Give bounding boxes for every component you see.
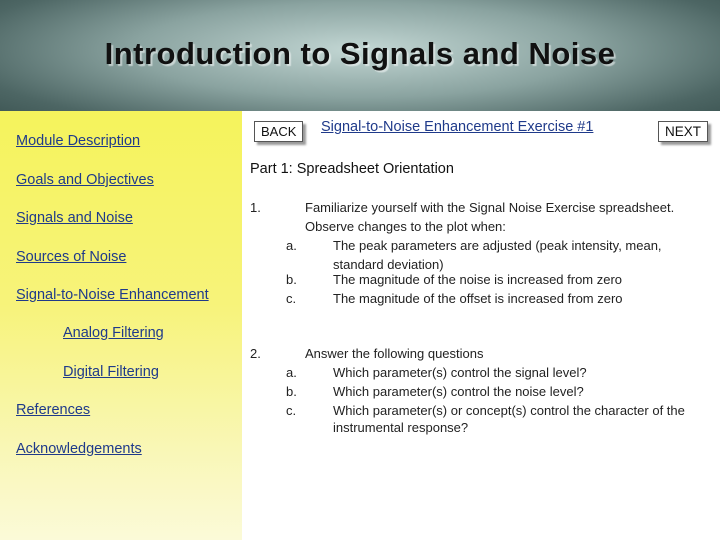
page-title: Introduction to Signals and Noise bbox=[104, 36, 616, 71]
substep-marker: b. bbox=[286, 384, 297, 399]
sidebar-item-signals-and-noise[interactable]: Signals and Noise bbox=[16, 210, 133, 226]
title-banner bbox=[0, 0, 720, 111]
substep-text: standard deviation) bbox=[333, 257, 444, 272]
back-button[interactable]: BACK bbox=[254, 121, 303, 142]
sidebar-item-references[interactable]: References bbox=[16, 402, 91, 418]
part-heading: Part 1: Spreadsheet Orientation bbox=[250, 161, 454, 177]
substep-marker: c. bbox=[286, 403, 297, 418]
substep-marker: c. bbox=[286, 291, 297, 306]
substep-marker: a. bbox=[286, 365, 297, 380]
substep-text: The magnitude of the noise is increased from zero bbox=[333, 272, 623, 287]
sidebar-item-acknowledgements[interactable]: Acknowledgements bbox=[16, 441, 142, 457]
step-text: Answer the following questions bbox=[305, 346, 484, 361]
substep-marker: b. bbox=[286, 272, 297, 287]
sidebar-item-digital-filtering[interactable]: Digital Filtering bbox=[63, 364, 159, 380]
substep-text: Which parameter(s) or concept(s) control the character of the bbox=[333, 403, 685, 418]
sidebar-item-sources-of-noise[interactable]: Sources of Noise bbox=[16, 249, 127, 265]
next-button[interactable]: NEXT bbox=[658, 121, 708, 142]
step-text: Familiarize yourself with the Signal Noise Exercise spreadsheet. bbox=[305, 200, 675, 215]
substep-marker: a. bbox=[286, 238, 297, 253]
substep-text: Which parameter(s) control the signal level? bbox=[333, 365, 587, 380]
substep-text: The magnitude of the offset is increased from zero bbox=[333, 291, 623, 306]
sidebar-item-goals-and-objectives[interactable]: Goals and Objectives bbox=[16, 172, 154, 188]
step-number: 1. bbox=[250, 200, 261, 215]
sidebar-item-analog-filtering[interactable]: Analog Filtering bbox=[63, 325, 164, 341]
exercise-title: Signal-to-Noise Enhancement Exercise #1 bbox=[321, 119, 594, 135]
sidebar-item-signal-to-noise-enhancement[interactable]: Signal-to-Noise Enhancement bbox=[16, 287, 209, 303]
step-text: Observe changes to the plot when: bbox=[305, 219, 506, 234]
sidebar-item-module-description[interactable]: Module Description bbox=[16, 133, 141, 149]
substep-text: instrumental response? bbox=[333, 420, 469, 435]
step-number: 2. bbox=[250, 346, 261, 361]
substep-text: Which parameter(s) control the noise level? bbox=[333, 384, 584, 399]
substep-text: The peak parameters are adjusted (peak intensity, mean, bbox=[333, 238, 662, 253]
